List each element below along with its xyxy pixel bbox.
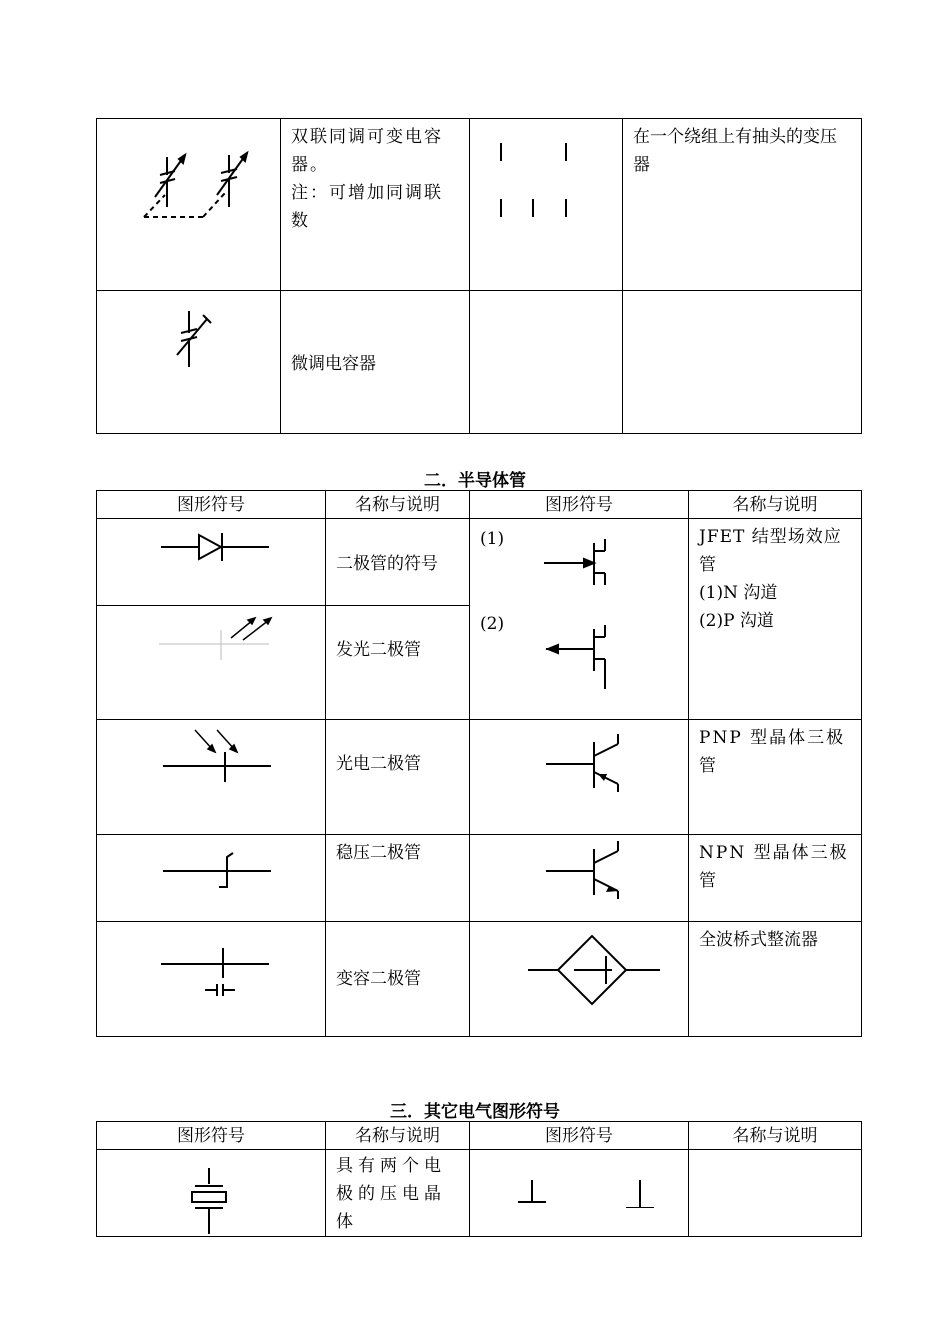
description-cell (326, 606, 470, 720)
table-row (97, 835, 862, 922)
description-cell (326, 835, 470, 922)
symbol-cell (97, 519, 326, 606)
table-row (97, 119, 862, 291)
tapped-transformer-symbol (470, 119, 623, 290)
description-cell (623, 119, 862, 291)
table-row (97, 291, 862, 434)
header-description: 名称与说明 (326, 1122, 470, 1150)
photodiode-name: 光电二极管 (336, 754, 421, 774)
header-symbol: 图形符号 (97, 491, 326, 519)
zener-diode-symbol (97, 835, 326, 921)
jfet-label-p: (2) (480, 614, 505, 634)
section-heading-semiconductors: 二．半导体管 (424, 471, 526, 491)
symbol-cell (97, 1150, 326, 1237)
table-row (97, 1150, 862, 1237)
table-header-row (97, 491, 862, 519)
jfet-name: JFET 结型场效应管 (699, 527, 842, 575)
symbol-cell (470, 119, 623, 291)
semiconductor-table (96, 490, 862, 1037)
ganged-capacitor-note: 注：可增加同调联数 (291, 183, 443, 231)
trimmer-capacitor-symbol (97, 291, 281, 433)
bridge-rectifier-symbol (470, 922, 689, 1036)
table-header-row (97, 1122, 862, 1150)
npn-name: NPN 型晶体三极管 (699, 843, 849, 891)
description-cell (689, 835, 862, 922)
zener-name: 稳压二极管 (336, 843, 421, 863)
header-symbol: 图形符号 (470, 491, 689, 519)
symbol-cell (470, 835, 689, 922)
photodiode-symbol (97, 720, 326, 834)
symbol-cell (97, 119, 281, 291)
jfet-p-channel: (2)P 沟道 (699, 611, 774, 631)
bridge-name: 全波桥式整流器 (699, 930, 818, 950)
header-symbol: 图形符号 (97, 1122, 326, 1150)
empty-cell (623, 291, 862, 434)
description-cell (326, 720, 470, 835)
description-cell (326, 519, 470, 606)
description-cell (326, 1150, 470, 1237)
symbol-cell (470, 922, 689, 1037)
symbol-cell (97, 606, 326, 720)
jfet-symbols (470, 519, 689, 718)
description-cell (326, 922, 470, 1037)
symbol-cell (97, 720, 326, 835)
description-cell (281, 291, 470, 434)
piezo-crystal-symbol (97, 1150, 326, 1236)
symbol-cell (97, 835, 326, 922)
header-description: 名称与说明 (326, 491, 470, 519)
description-cell (281, 119, 470, 291)
pnp-transistor-symbol (470, 720, 689, 834)
led-name: 发光二极管 (336, 640, 421, 660)
header-description: 名称与说明 (689, 491, 862, 519)
table-row (97, 519, 862, 606)
ganged-variable-capacitor-symbol (97, 119, 281, 290)
header-description: 名称与说明 (689, 1122, 862, 1150)
jfet-n-channel: (1)N 沟道 (699, 583, 778, 603)
description-cell (689, 720, 862, 835)
empty-cell (689, 1150, 862, 1237)
varactor-diode-symbol (97, 922, 326, 1036)
ganged-capacitor-name: 双联同调可变电容器。 (291, 127, 443, 175)
other-symbols-table (96, 1121, 862, 1237)
description-cell (689, 519, 862, 720)
empty-cell (470, 291, 623, 434)
description-cell (689, 922, 862, 1037)
symbol-cell (97, 922, 326, 1037)
symbol-cell (470, 1150, 689, 1237)
table-row (97, 720, 862, 835)
capacitor-table (96, 118, 862, 434)
section-heading-other-symbols: 三．其它电气图形符号 (390, 1102, 560, 1122)
jfet-label-n: (1) (480, 529, 505, 549)
symbol-cell (97, 291, 281, 434)
ground-symbols (470, 1150, 689, 1208)
diode-symbol (97, 519, 326, 605)
npn-transistor-symbol (470, 835, 689, 921)
trimmer-capacitor-name: 微调电容器 (291, 354, 376, 374)
piezo-crystal-name: 具有两个电极的压电晶体 (336, 1156, 446, 1232)
varactor-name: 变容二极管 (336, 969, 421, 989)
led-symbol (97, 606, 326, 719)
table-row (97, 922, 862, 1037)
pnp-name: PNP 型晶体三极管 (699, 728, 846, 776)
diode-name: 二极管的符号 (336, 554, 438, 574)
symbol-cell (470, 720, 689, 835)
tapped-transformer-name: 在一个绕组上有抽头的变压器 (633, 127, 837, 175)
header-symbol: 图形符号 (470, 1122, 689, 1150)
symbol-cell (470, 519, 689, 720)
